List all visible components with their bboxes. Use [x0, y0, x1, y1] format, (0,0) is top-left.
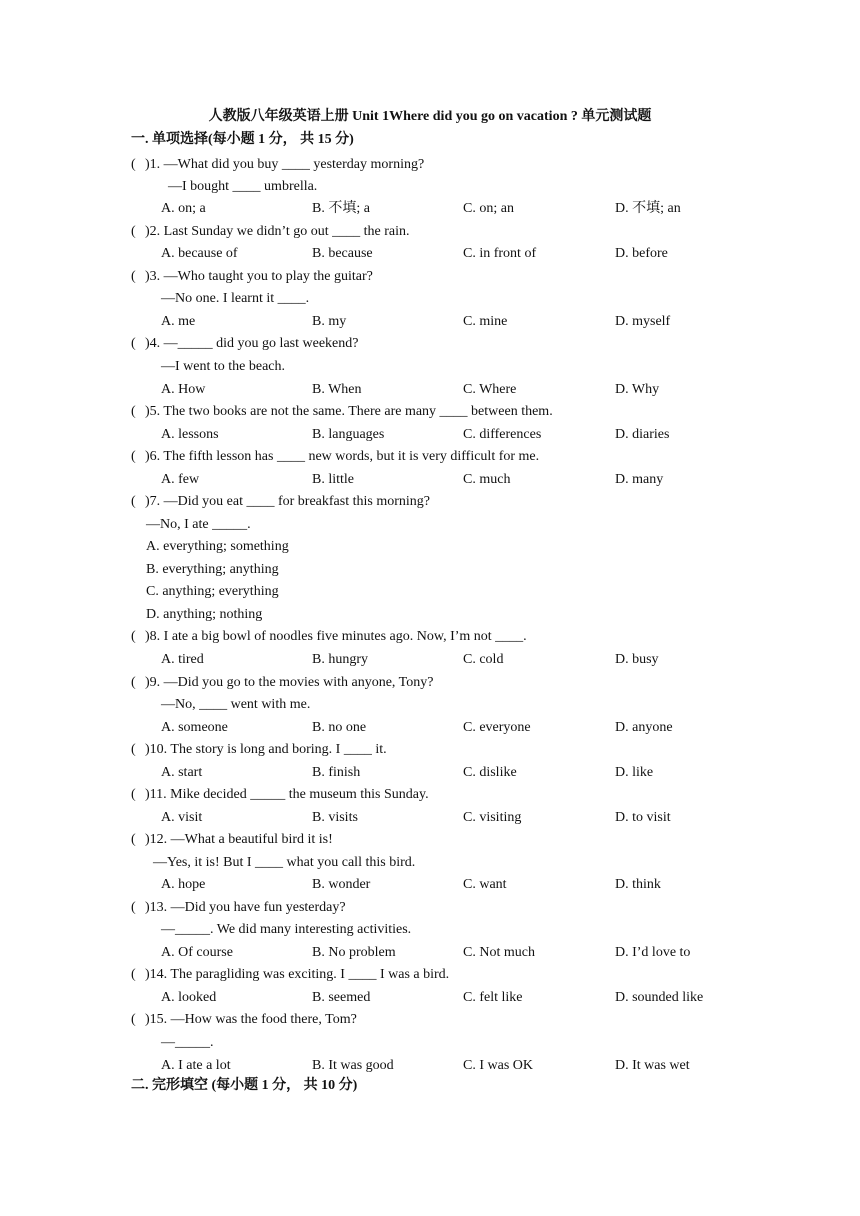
option-b-q12: B. wonder — [312, 877, 371, 892]
question-subline-q9: —No, ____ went with me. — [161, 697, 311, 712]
question-subline-q3: —No one. I learnt it ____. — [161, 291, 310, 306]
option-a-q15: A. I ate a lot — [161, 1058, 231, 1073]
option-c-q15: C. I was OK — [463, 1058, 533, 1073]
question-stem-q1: )1. —What did you buy ____ yesterday morning? — [145, 157, 425, 172]
answer-paren-q5: ( — [131, 404, 136, 419]
answer-paren-q14: ( — [131, 967, 136, 982]
question-stem-q6: )6. The fifth lesson has ____ new words, but it is very difficult for me. — [145, 449, 540, 464]
answer-paren-q4: ( — [131, 336, 136, 351]
question-stem-q9: )9. —Did you go to the movies with anyone, Tony? — [145, 675, 434, 690]
option-a-q12: A. hope — [161, 877, 206, 892]
option-b-q5: B. languages — [312, 427, 385, 442]
option-d-q13: D. I’d love to — [615, 945, 691, 960]
answer-paren-q13: ( — [131, 900, 136, 915]
option-a-q1: A. on; a — [161, 201, 206, 216]
section-2-heading: 二. 完形填空 (每小题 1 分， 共 10 分) — [131, 1078, 358, 1093]
option-d-q11: D. to visit — [615, 810, 671, 825]
option-d-q2: D. before — [615, 246, 668, 261]
option-b-q9: B. no one — [312, 720, 367, 735]
option-b-q15: B. It was good — [312, 1058, 394, 1073]
option-c-q6: C. much — [463, 472, 511, 487]
option-c-q14: C. felt like — [463, 990, 523, 1005]
option-d-q7: D. anything; nothing — [146, 607, 263, 622]
option-d-q3: D. myself — [615, 314, 671, 329]
option-c-q13: C. Not much — [463, 945, 535, 960]
answer-paren-q1: ( — [131, 157, 136, 172]
option-a-q14: A. looked — [161, 990, 217, 1005]
option-d-q5: D. diaries — [615, 427, 670, 442]
question-stem-q12: )12. —What a beautiful bird it is! — [145, 832, 333, 847]
section-1-heading: 一. 单项选择(每小题 1 分， 共 15 分) — [131, 132, 354, 147]
question-stem-q14: )14. The paragliding was exciting. I ____ I was a bird. — [145, 967, 450, 982]
answer-paren-q3: ( — [131, 269, 136, 284]
option-a-q13: A. Of course — [161, 945, 233, 960]
question-subline-q13: —_____. We did many interesting activities. — [161, 922, 412, 937]
option-b-q3: B. my — [312, 314, 347, 329]
option-c-q10: C. dislike — [463, 765, 517, 780]
option-c-q7: C. anything; everything — [146, 584, 279, 599]
option-d-q8: D. busy — [615, 652, 659, 667]
option-c-q11: C. visiting — [463, 810, 522, 825]
option-a-q8: A. tired — [161, 652, 204, 667]
question-subline-q4: —I went to the beach. — [161, 359, 286, 374]
question-stem-q13: )13. —Did you have fun yesterday? — [145, 900, 346, 915]
option-a-q3: A. me — [161, 314, 196, 329]
option-a-q2: A. because of — [161, 246, 238, 261]
option-d-q15: D. It was wet — [615, 1058, 690, 1073]
question-subline-q7: —No, I ate _____. — [146, 517, 251, 532]
option-a-q5: A. lessons — [161, 427, 219, 442]
option-a-q11: A. visit — [161, 810, 203, 825]
answer-paren-q6: ( — [131, 449, 136, 464]
answer-paren-q11: ( — [131, 787, 136, 802]
question-stem-q2: )2. Last Sunday we didn’t go out ____ the rain. — [145, 224, 410, 239]
option-d-q1: D. 不填; an — [615, 201, 681, 216]
option-c-q12: C. want — [463, 877, 507, 892]
answer-paren-q15: ( — [131, 1012, 136, 1027]
option-b-q13: B. No problem — [312, 945, 396, 960]
option-b-q10: B. finish — [312, 765, 361, 780]
question-stem-q3: )3. —Who taught you to play the guitar? — [145, 269, 373, 284]
option-c-q5: C. differences — [463, 427, 542, 442]
answer-paren-q12: ( — [131, 832, 136, 847]
option-d-q4: D. Why — [615, 382, 660, 397]
option-a-q9: A. someone — [161, 720, 228, 735]
question-stem-q15: )15. —How was the food there, Tom? — [145, 1012, 357, 1027]
option-d-q14: D. sounded like — [615, 990, 704, 1005]
answer-paren-q10: ( — [131, 742, 136, 757]
answer-paren-q8: ( — [131, 629, 136, 644]
document-title: 人教版八年级英语上册 Unit 1Where did you go on vacation ? 单元测试题 — [208, 109, 652, 124]
question-subline-q12: —Yes, it is! But I ____ what you call this bird. — [153, 855, 416, 870]
answer-paren-q7: ( — [131, 494, 136, 509]
option-a-q10: A. start — [161, 765, 203, 780]
option-d-q12: D. think — [615, 877, 661, 892]
option-a-q7: A. everything; something — [146, 539, 289, 554]
question-subline-q1: —I bought ____ umbrella. — [168, 179, 318, 194]
option-b-q6: B. little — [312, 472, 354, 487]
option-b-q11: B. visits — [312, 810, 358, 825]
option-b-q1: B. 不填; a — [312, 201, 370, 216]
option-d-q9: D. anyone — [615, 720, 673, 735]
question-stem-q4: )4. —_____ did you go last weekend? — [145, 336, 359, 351]
option-b-q2: B. because — [312, 246, 373, 261]
question-stem-q5: )5. The two books are not the same. There are many ____ between them. — [145, 404, 553, 419]
option-b-q8: B. hungry — [312, 652, 368, 667]
question-subline-q15: —_____. — [161, 1035, 214, 1050]
option-a-q6: A. few — [161, 472, 200, 487]
option-c-q1: C. on; an — [463, 201, 514, 216]
option-b-q4: B. When — [312, 382, 362, 397]
question-stem-q8: )8. I ate a big bowl of noodles five minutes ago. Now, I’m not ____. — [145, 629, 527, 644]
option-c-q4: C. Where — [463, 382, 517, 397]
option-c-q3: C. mine — [463, 314, 508, 329]
option-a-q4: A. How — [161, 382, 206, 397]
option-b-q14: B. seemed — [312, 990, 371, 1005]
option-c-q8: C. cold — [463, 652, 504, 667]
option-b-q7: B. everything; anything — [146, 562, 279, 577]
question-stem-q11: )11. Mike decided _____ the museum this Sunday. — [145, 787, 429, 802]
option-c-q2: C. in front of — [463, 246, 537, 261]
option-d-q6: D. many — [615, 472, 664, 487]
option-d-q10: D. like — [615, 765, 654, 780]
answer-paren-q2: ( — [131, 224, 136, 239]
question-stem-q7: )7. —Did you eat ____ for breakfast this morning? — [145, 494, 430, 509]
question-stem-q10: )10. The story is long and boring. I ____ it. — [145, 742, 387, 757]
answer-paren-q9: ( — [131, 675, 136, 690]
option-c-q9: C. everyone — [463, 720, 531, 735]
